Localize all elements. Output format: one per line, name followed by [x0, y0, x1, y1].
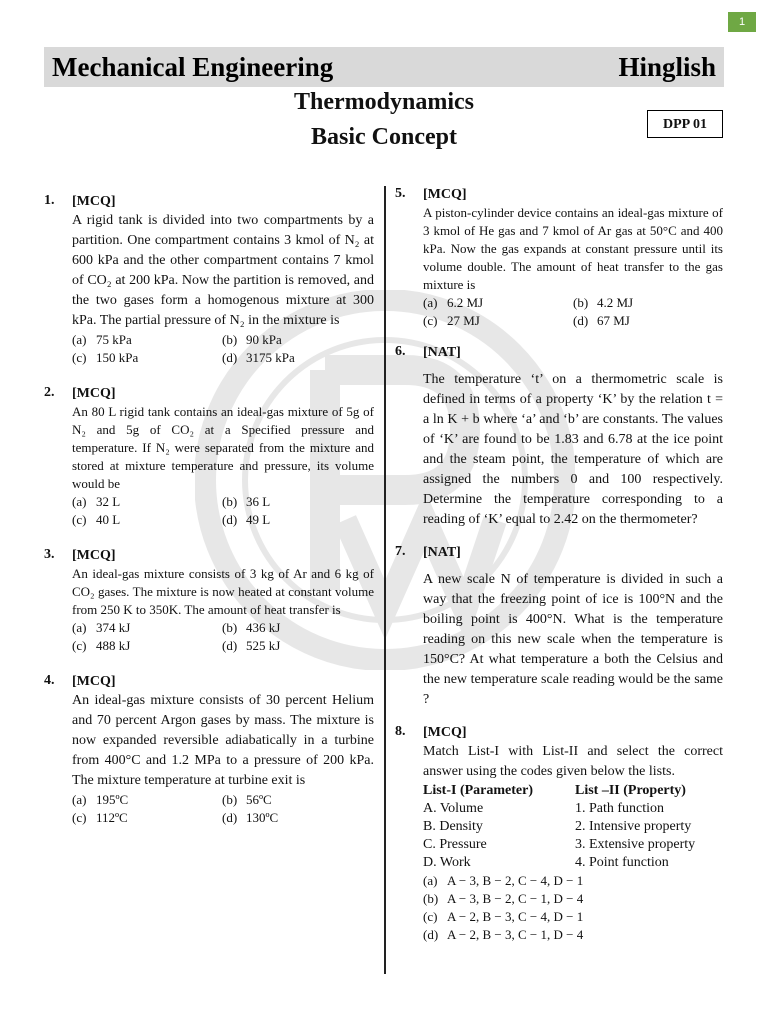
question-8: [395, 724, 723, 944]
option-label: (c): [72, 512, 87, 527]
question-1: [44, 193, 374, 367]
list-cell: A. Volume: [423, 801, 484, 816]
language-label: Hinglish: [618, 51, 716, 82]
option-b: [573, 294, 723, 312]
option-a: [72, 619, 222, 637]
options-grid: [72, 619, 374, 655]
option-text: 112ºC: [96, 810, 128, 825]
option-label: (c): [72, 810, 87, 825]
option-text: 436 kJ: [246, 620, 281, 635]
question-5: [395, 186, 723, 330]
chapter-title: Thermodynamics: [294, 89, 474, 115]
question-2: [44, 385, 374, 529]
question-type: [MCQ]: [72, 674, 116, 689]
option-c: [423, 908, 723, 926]
option-label: (a): [72, 620, 87, 635]
option-text: 150 kPa: [96, 350, 139, 365]
list-cell: 1. Path function: [575, 801, 665, 816]
option-text: A − 3, B − 2, C − 1, D − 4: [447, 891, 584, 906]
option-text: 525 kJ: [246, 638, 281, 653]
option-label: (d): [573, 313, 589, 328]
option-b: [222, 791, 372, 809]
option-label: (d): [222, 512, 238, 527]
option-label: (c): [72, 638, 87, 653]
option-label: (b): [222, 494, 238, 509]
option-a: [423, 294, 573, 312]
option-text: A − 2, B − 3, C − 1, D − 4: [447, 927, 584, 942]
question-type: [MCQ]: [72, 548, 116, 563]
option-b: [423, 890, 723, 908]
list-header: List –II (Property): [575, 783, 686, 798]
question-type: [MCQ]: [423, 725, 467, 740]
question-number: 5.: [395, 186, 406, 201]
option-text: 3175 kPa: [246, 350, 295, 365]
option-d: [423, 926, 723, 944]
question-text: A rigid tank is divided into two compartments by a partition. One compartment contains 3 kmol of N₂ at 600 kPa and the other compartment contains 7 kmol of CO₂ at 200 kPa. Now the partition is removed, and the two gases form a homogenous mixture at 300 kPa. The partial pressure of N₂ in the mixture is: [72, 213, 374, 328]
option-label: (b): [222, 332, 238, 347]
question-text: An ideal-gas mixture consists of 3 kg of Ar and 6 kg of CO₂ gases. The mixture is now heated at constant volume from 250 K to 350K. The amount of heat transfer is: [72, 566, 374, 617]
list-cell: 2. Intensive property: [575, 819, 692, 834]
option-d: [222, 809, 372, 827]
question-6: [395, 344, 723, 530]
option-text: 67 MJ: [597, 313, 630, 328]
option-text: A − 3, B − 2, C − 4, D − 1: [447, 873, 584, 888]
option-text: 488 kJ: [96, 638, 131, 653]
topic-title: Basic Concept: [311, 124, 457, 150]
column-divider: [384, 186, 386, 974]
list-cell: 3. Extensive property: [575, 837, 696, 852]
option-a: [72, 791, 222, 809]
option-text: 56ºC: [246, 792, 272, 807]
question-text: An ideal-gas mixture consists of 30 percent Helium and 70 percent Argon gases by mass. The mixture is now expanded reversible adiabatically in a turbine from 400°C and 1.2 MPa to a pressure of 200 kPa. The mixture temperature at turbine exit is: [72, 693, 374, 788]
question-text: A new scale N of temperature is divided in such a way that the freezing point of ice is 100°N and the boiling point is 400°N. What is the temperature reading on this new scale when the temperature is 150°C? At what temperature a both the Celsius and the new temperature scale reading would be the same ?: [423, 572, 723, 707]
option-label: (a): [72, 792, 87, 807]
question-type: [NAT]: [423, 345, 461, 360]
option-text: 374 kJ: [96, 620, 131, 635]
question-number: 2.: [44, 385, 55, 400]
options-grid: [72, 493, 374, 529]
list-header: List-I (Parameter): [423, 783, 534, 798]
question-7: [395, 544, 723, 710]
question-number: 4.: [44, 673, 55, 688]
list-cell: D. Work: [423, 855, 471, 870]
option-b: [222, 493, 372, 511]
right-column: [395, 186, 723, 958]
option-label: (c): [423, 909, 438, 924]
option-label: (c): [72, 350, 87, 365]
option-text: 195ºC: [96, 792, 129, 807]
question-number: 3.: [44, 547, 55, 562]
page-number: 1: [728, 12, 756, 32]
option-d: [222, 349, 372, 367]
option-c: [423, 312, 573, 330]
question-number: 6.: [395, 344, 406, 359]
option-a: [423, 872, 723, 890]
list-cell: 4. Point function: [575, 855, 669, 870]
option-label: (b): [573, 295, 589, 310]
options-grid: [72, 791, 374, 827]
question-number: 7.: [395, 544, 406, 559]
option-label: (d): [222, 350, 238, 365]
subject-title: Mechanical Engineering: [52, 51, 334, 82]
option-a: [72, 493, 222, 511]
option-b: [222, 331, 372, 349]
question-type: [MCQ]: [72, 386, 116, 401]
dpp-badge: DPP 01: [647, 110, 723, 138]
option-text: 75 kPa: [96, 332, 132, 347]
option-c: [72, 349, 222, 367]
option-text: 4.2 MJ: [597, 295, 634, 310]
list-cell: C. Pressure: [423, 837, 487, 852]
options-grid: [72, 331, 374, 367]
question-4: [44, 673, 374, 827]
option-c: [72, 511, 222, 529]
question-number: 8.: [395, 724, 406, 739]
option-text: 6.2 MJ: [447, 295, 484, 310]
question-text: Match List-I with List-II and select the correct answer using the codes given below the lists.: [423, 744, 723, 779]
question-text: A piston-cylinder device contains an ideal-gas mixture of 3 kmol of He gas and 7 kmol of Ar gas at 50°C and 400 kPa. Now the gas expands at constant pressure until its volume double. The amount of heat transfer to the gas mixture is: [423, 205, 723, 292]
option-label: (a): [423, 873, 438, 888]
option-text: 40 L: [96, 512, 121, 527]
question-type: [MCQ]: [72, 194, 116, 209]
question-text: An 80 L rigid tank contains an ideal-gas mixture of 5g of N₂ and 5g of CO₂ at a Specified pressure and temperature. If N₂ were separated from the mixture and stored at mixture temperature and pressure, its volume would be: [72, 404, 374, 491]
option-text: A − 2, B − 3, C − 4, D − 1: [447, 909, 584, 924]
option-text: 130ºC: [246, 810, 279, 825]
option-d: [222, 637, 372, 655]
question-type: [MCQ]: [423, 187, 467, 202]
option-c: [72, 637, 222, 655]
option-label: (b): [222, 620, 238, 635]
option-label: (d): [222, 810, 238, 825]
option-label: (b): [222, 792, 238, 807]
option-label: (d): [222, 638, 238, 653]
option-label: (a): [423, 295, 438, 310]
left-column: [44, 193, 374, 845]
option-label: (b): [423, 891, 439, 906]
option-a: [72, 331, 222, 349]
option-text: 27 MJ: [447, 313, 480, 328]
list-cell: B. Density: [423, 819, 483, 834]
option-label: (d): [423, 927, 439, 942]
header-bar: [44, 47, 724, 87]
option-text: 36 L: [246, 494, 271, 509]
option-d: [573, 312, 723, 330]
options-grid: [423, 294, 723, 330]
option-text: 49 L: [246, 512, 271, 527]
option-c: [72, 809, 222, 827]
option-b: [222, 619, 372, 637]
option-label: (a): [72, 332, 87, 347]
option-text: 32 L: [96, 494, 121, 509]
option-d: [222, 511, 372, 529]
question-3: [44, 547, 374, 655]
option-label: (a): [72, 494, 87, 509]
match-list-table: [423, 782, 723, 872]
option-label: (c): [423, 313, 438, 328]
option-text: 90 kPa: [246, 332, 282, 347]
question-text: The temperature ‘t’ on a thermometric scale is defined in terms of a property ‘K’ by the relation t = a ln K + b where ‘a’ and ‘b’ are constants. The values of ‘K’ are found to be 1.83 and 6.78 at the ice point and the steam point, the temperature of which are assigned the numbers 0 and 100 respectively. Determine the temperature corresponding to a reading of ‘K’ equal to 2.42 on the thermometer?: [423, 372, 723, 527]
question-number: 1.: [44, 193, 55, 208]
question-type: [NAT]: [423, 545, 461, 560]
